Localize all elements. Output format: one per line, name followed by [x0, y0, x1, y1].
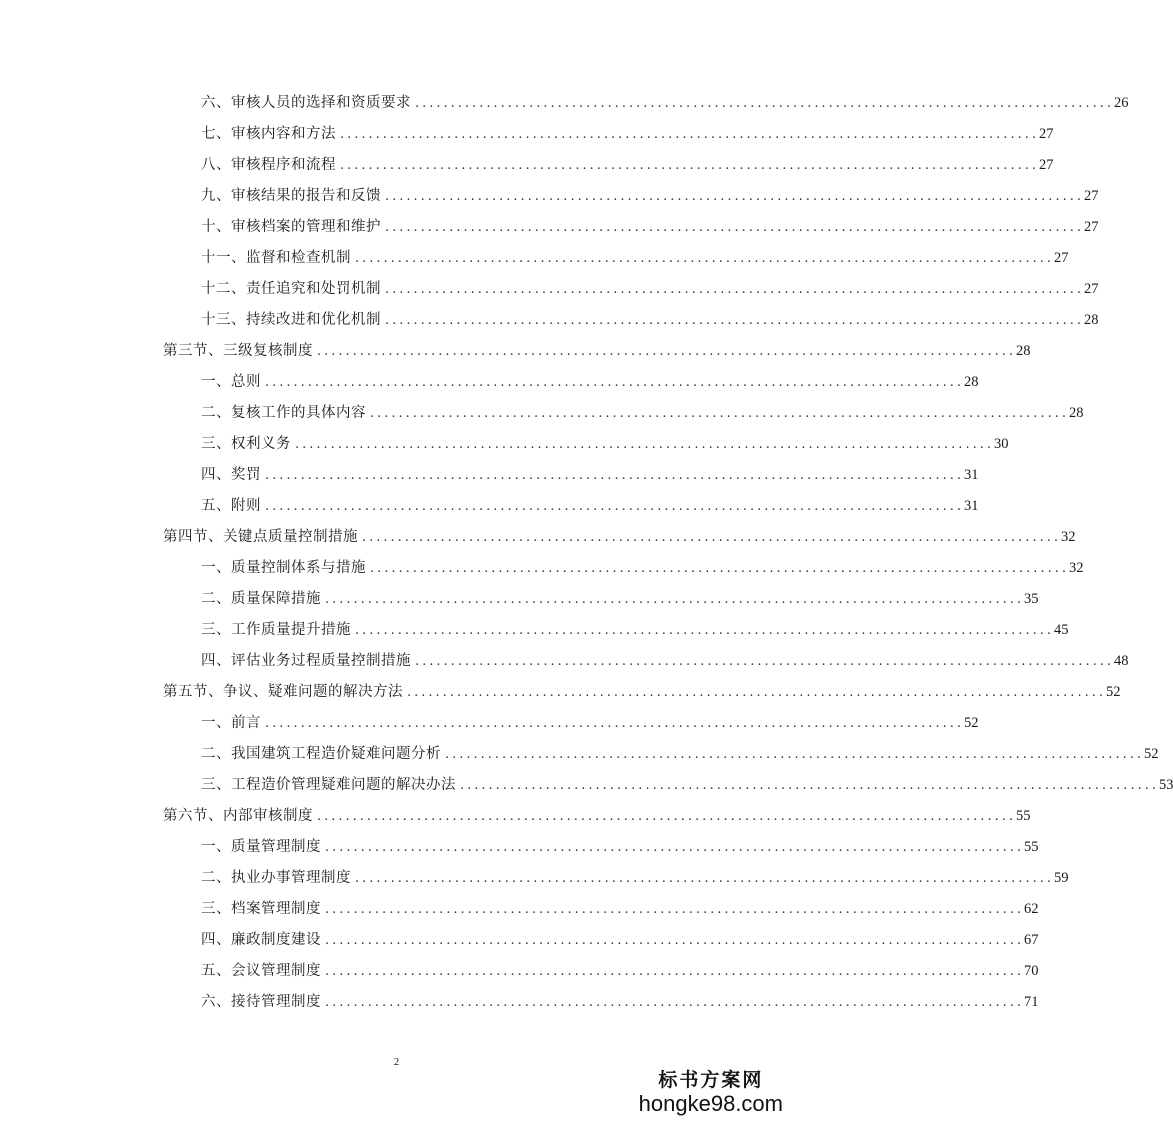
toc-entry-page: 28: [963, 374, 979, 390]
dot-leader: ..................................................................................................: [355, 871, 1054, 886]
toc-entry-title: 一、质量控制体系与措施: [201, 560, 366, 576]
toc-entry-page: 28: [1068, 405, 1084, 421]
dot-leader: ..................................................................................................: [325, 995, 1024, 1010]
toc-entry-title: 一、质量管理制度: [201, 839, 321, 855]
toc-section-title: 第五节、争议、疑难问题的解决方法: [163, 684, 403, 700]
toc-entry-title: 三、档案管理制度: [201, 901, 321, 917]
toc-entry[interactable]: [0, 460, 979, 491]
toc-section-title: 第三节、三级复核制度: [163, 343, 313, 359]
toc-entry-title: 三、工程造价管理疑难问题的解决办法: [201, 777, 456, 793]
toc-entry-page: 27: [1083, 188, 1099, 204]
toc-entry-page: 52: [1143, 746, 1159, 762]
toc-entry[interactable]: [0, 770, 1173, 801]
toc-entry[interactable]: [0, 150, 1054, 181]
toc-entry-page: 55: [1015, 808, 1031, 824]
table-of-contents: [0, 88, 1173, 1018]
toc-entry-page: 32: [1060, 529, 1076, 545]
toc-entry[interactable]: [0, 956, 1039, 987]
toc-entry-title: 十二、责任追究和处罚机制: [201, 281, 381, 297]
toc-entry[interactable]: [0, 243, 1069, 274]
dot-leader: ..................................................................................................: [265, 716, 964, 731]
toc-entry-title: 二、质量保障措施: [201, 591, 321, 607]
toc-section-title: 第六节、内部审核制度: [163, 808, 313, 824]
toc-entry[interactable]: [0, 646, 1129, 677]
toc-entry-title: 七、审核内容和方法: [201, 126, 336, 142]
toc-entry[interactable]: [0, 274, 1099, 305]
dot-leader: ..................................................................................................: [265, 468, 964, 483]
dot-leader: ..................................................................................................: [317, 809, 1016, 824]
toc-entry-title: 十一、监督和检查机制: [201, 250, 351, 266]
toc-entry[interactable]: [0, 305, 1099, 336]
toc-entry-page: 67: [1023, 932, 1039, 948]
toc-entry-title: 五、会议管理制度: [201, 963, 321, 979]
toc-entry[interactable]: [0, 491, 979, 522]
toc-entry[interactable]: [0, 863, 1069, 894]
toc-entry[interactable]: [0, 181, 1099, 212]
toc-entry-title: 二、执业办事管理制度: [201, 870, 351, 886]
dot-leader: ..................................................................................................: [385, 313, 1084, 328]
dot-leader: ..................................................................................................: [325, 592, 1024, 607]
toc-entry-page: 27: [1038, 157, 1054, 173]
toc-entry[interactable]: [0, 739, 1159, 770]
dot-leader: ..................................................................................................: [385, 220, 1084, 235]
dot-leader: ..................................................................................................: [265, 375, 964, 390]
toc-entry-title: 八、审核程序和流程: [201, 157, 336, 173]
dot-leader: ..................................................................................................: [415, 654, 1114, 669]
toc-entry-page: 30: [993, 436, 1009, 452]
toc-entry-page: 52: [963, 715, 979, 731]
dot-leader: ..................................................................................................: [325, 902, 1024, 917]
dot-leader: ..................................................................................................: [355, 251, 1054, 266]
toc-entry[interactable]: [0, 119, 1054, 150]
toc-entry-title: 四、奖罚: [201, 467, 261, 483]
toc-entry-page: 70: [1023, 963, 1039, 979]
toc-section[interactable]: [0, 677, 1121, 708]
toc-entry-page: 28: [1015, 343, 1031, 359]
toc-section-title: 第四节、关键点质量控制措施: [163, 529, 358, 545]
toc-entry-title: 三、工作质量提升措施: [201, 622, 351, 638]
toc-entry-page: 48: [1113, 653, 1129, 669]
toc-entry-page: 35: [1023, 591, 1039, 607]
toc-entry-page: 71: [1023, 994, 1039, 1010]
toc-entry[interactable]: [0, 708, 979, 739]
toc-section[interactable]: [0, 801, 1031, 832]
toc-entry-title: 二、复核工作的具体内容: [201, 405, 366, 421]
toc-entry-page: 27: [1083, 281, 1099, 297]
dot-leader: ..................................................................................................: [317, 344, 1016, 359]
toc-entry-page: 55: [1023, 839, 1039, 855]
toc-entry[interactable]: [0, 429, 1009, 460]
watermark-site-name: 标书方案网: [658, 1069, 764, 1091]
page-number: 2: [393, 1056, 400, 1068]
toc-entry-title: 二、我国建筑工程造价疑难问题分析: [201, 746, 441, 762]
toc-entry-page: 45: [1053, 622, 1069, 638]
toc-entry-title: 五、附则: [201, 498, 261, 514]
dot-leader: ..................................................................................................: [370, 561, 1069, 576]
toc-entry-title: 九、审核结果的报告和反馈: [201, 188, 381, 204]
toc-entry-title: 六、接待管理制度: [201, 994, 321, 1010]
toc-entry-page: 26: [1113, 95, 1129, 111]
dot-leader: ..................................................................................................: [385, 282, 1084, 297]
dot-leader: ..................................................................................................: [370, 406, 1069, 421]
toc-entry-page: 52: [1105, 684, 1121, 700]
dot-leader: ..................................................................................................: [340, 158, 1039, 173]
dot-leader: ..................................................................................................: [385, 189, 1084, 204]
dot-leader: ..................................................................................................: [340, 127, 1039, 142]
dot-leader: ..................................................................................................: [460, 778, 1159, 793]
toc-entry-page: 27: [1083, 219, 1099, 235]
toc-entry[interactable]: [0, 553, 1084, 584]
dot-leader: ..................................................................................................: [325, 933, 1024, 948]
toc-entry-title: 六、审核人员的选择和资质要求: [201, 95, 411, 111]
toc-entry-page: 31: [963, 498, 979, 514]
watermark-url: hongke98.com: [638, 1091, 783, 1116]
toc-entry-title: 一、总则: [201, 374, 261, 390]
toc-entry[interactable]: [0, 88, 1129, 119]
toc-entry-page: 59: [1053, 870, 1069, 886]
toc-entry[interactable]: [0, 212, 1099, 243]
dot-leader: ..................................................................................................: [407, 685, 1106, 700]
toc-entry[interactable]: [0, 398, 1084, 429]
toc-section[interactable]: [0, 522, 1076, 553]
dot-leader: ..................................................................................................: [265, 499, 964, 514]
dot-leader: ..................................................................................................: [295, 437, 994, 452]
toc-entry-page: 28: [1083, 312, 1099, 328]
toc-entry-page: 27: [1053, 250, 1069, 266]
dot-leader: ..................................................................................................: [355, 623, 1054, 638]
dot-leader: ..................................................................................................: [445, 747, 1144, 762]
toc-section[interactable]: [0, 336, 1031, 367]
toc-entry-title: 三、权利义务: [201, 436, 291, 452]
toc-entry-page: 53: [1158, 777, 1173, 793]
toc-entry[interactable]: [0, 925, 1039, 956]
toc-entry-title: 十三、持续改进和优化机制: [201, 312, 381, 328]
toc-entry[interactable]: [0, 832, 1039, 863]
toc-entry-title: 一、前言: [201, 715, 261, 731]
toc-entry[interactable]: [0, 367, 979, 398]
dot-leader: ..................................................................................................: [362, 530, 1061, 545]
toc-entry[interactable]: [0, 584, 1039, 615]
toc-entry[interactable]: [0, 615, 1069, 646]
toc-entry-page: 31: [963, 467, 979, 483]
toc-entry-page: 62: [1023, 901, 1039, 917]
toc-entry[interactable]: [0, 894, 1039, 925]
dot-leader: ..................................................................................................: [325, 840, 1024, 855]
toc-entry[interactable]: [0, 987, 1039, 1018]
dot-leader: ..................................................................................................: [325, 964, 1024, 979]
toc-entry-page: 32: [1068, 560, 1084, 576]
toc-entry-title: 四、廉政制度建设: [201, 932, 321, 948]
toc-entry-title: 十、审核档案的管理和维护: [201, 219, 381, 235]
toc-entry-page: 27: [1038, 126, 1054, 142]
watermark-logo: [639, 1068, 783, 1116]
toc-entry-title: 四、评估业务过程质量控制措施: [201, 653, 411, 669]
dot-leader: ..................................................................................................: [415, 96, 1114, 111]
